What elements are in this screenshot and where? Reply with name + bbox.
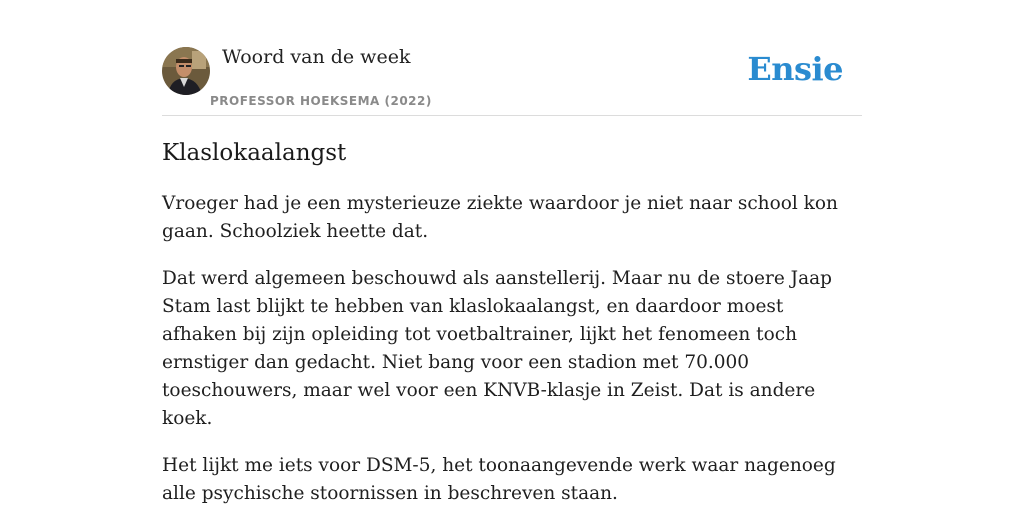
entry-paragraph: Vroeger had je een mysterieuze ziekte waardoor je niet naar school kon gaan. Schoolziek heette dat. xyxy=(162,193,838,242)
entry-paragraph: Het lijkt me iets voor DSM-5, het toonaangevende werk waar nagenoeg alle psychische stoornissen in beschreven staan. xyxy=(162,455,836,504)
entry-headword: Klaslokaalangst xyxy=(162,140,347,166)
entry-body xyxy=(162,190,862,508)
avatar-photo-icon xyxy=(162,47,210,95)
section-title: Woord van de week xyxy=(222,46,411,68)
author-avatar[interactable] xyxy=(162,47,210,95)
entry-paragraph: Dat werd algemeen beschouwd als aanstellerij. Maar nu de stoere Jaap Stam last blijkt te hebben van klaslokaalangst, en daardoor moest afhaken bij zijn opleiding tot voetbaltrainer, lijkt het fenomeen toch ernstiger dan gedacht. Niet bang voor een stadion met 70.000 toeschouwers, maar wel voor een KNVB-klasje in Zeist. Dat is andere koek. xyxy=(162,268,832,429)
author-byline[interactable]: PROFESSOR HOEKSEMA (2022) xyxy=(210,94,432,108)
brand-logo[interactable]: Ensie xyxy=(747,50,843,88)
card-header xyxy=(162,40,862,116)
word-card xyxy=(162,40,862,527)
